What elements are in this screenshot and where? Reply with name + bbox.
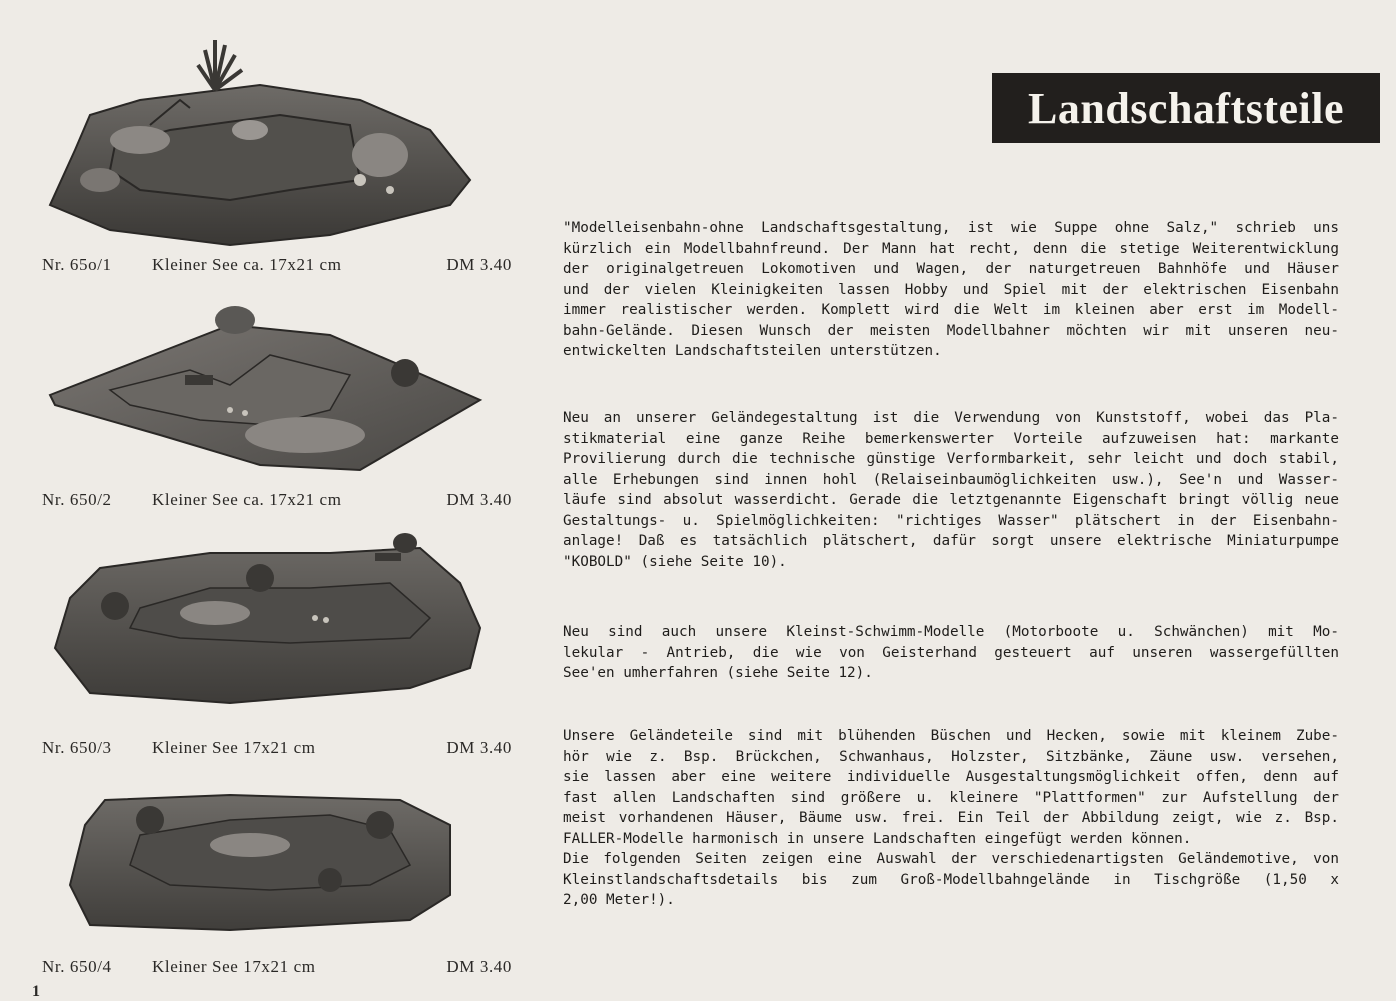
product-price: DM 3.40 xyxy=(446,957,512,976)
text-line: Neu sind auch unsere Kleinst-Schwimm-Modelle (Motorboote u. Schwänchen) mit Mo- xyxy=(563,624,1339,640)
text-line: Kleinstlandschaftsdetails bis zum Groß-Modellbahngelände in Tischgröße (1,50 x xyxy=(563,871,1339,888)
product-price: DM 3.40 xyxy=(446,738,512,757)
text-line: Die folgenden Seiten zeigen eine Auswahl der verschiedenartigsten Geländemotive, von xyxy=(563,851,1339,867)
product-price: DM 3.40 xyxy=(446,255,512,274)
text-line: "KOBOLD" (siehe Seite 10). xyxy=(563,553,787,570)
product-number: Nr. 650/4 xyxy=(42,957,112,976)
text-line: entwickelten Landschaftsteilen unterstützen. xyxy=(563,343,942,359)
product-caption xyxy=(42,957,512,979)
text-line: Provilierung durch die technische günstige Verformbarkeit, sehr leicht und doch stabil, xyxy=(563,451,1339,467)
product-caption xyxy=(42,255,512,277)
section-header-banner xyxy=(992,73,1380,143)
text-line: "Modelleisenbahn-ohne Landschaftsgestaltung, ist wie Suppe ohne Salz," schrieb uns xyxy=(563,220,1339,236)
product-item xyxy=(30,785,510,985)
text-line: alle Erhebungen sind innen hohl (Relaiseinbaumöglichkeiten usw.), See'n und Wasser- xyxy=(563,471,1339,488)
page-number: 1 xyxy=(32,983,40,1000)
page-title: Landschaftsteile xyxy=(1028,83,1344,133)
text-line: der originalgetreuen Lokomotiven und Wagen, der naturgetreuen Bahnhöfe und Häuser xyxy=(563,261,1339,277)
product-number: Nr. 650/3 xyxy=(42,738,112,757)
text-line: hör wie z. Bsp. Brückchen, Schwanhaus, Holzster, Sitzbänke, Zäune usw. versehen, xyxy=(563,748,1339,765)
text-line: meist vorhandenen Häuser, Bäume usw. frei. Ein Teil der Abbildung zeigt, wie z. Bsp. xyxy=(563,810,1339,826)
product-name: Kleiner See 17x21 cm xyxy=(152,738,316,757)
lake-model-illustration xyxy=(30,30,510,250)
product-price: DM 3.40 xyxy=(446,490,512,509)
text-line: immer realistischer werden. Komplett wird die Welt im kleinen aber erst im Modell- xyxy=(563,302,1339,318)
text-line: FALLER-Modelle harmonisch in unsere Landschaften eingefügt werden können. xyxy=(563,830,1192,847)
product-item xyxy=(30,295,510,520)
intro-paragraph xyxy=(563,218,1339,362)
text-line: läufe sind absolut wasserdicht. Gerade die letztgenannte Eigenschaft bringt völlig neue xyxy=(563,492,1339,508)
text-line: sie lassen aber eine weitere individuelle Ausgestaltungsmöglichkeit offen, denn auf xyxy=(563,769,1339,785)
text-line: See'en umherfahren (siehe Seite 12). xyxy=(563,665,873,681)
text-line: fast allen Landschaften sind größere u. kleinere "Plattformen" zur Aufstellung der xyxy=(563,789,1339,806)
text-line: Gestaltungs- u. Spielmöglichkeiten: "richtiges Wasser" plätschert in der Eisenbahn- xyxy=(563,512,1339,529)
materials-paragraph xyxy=(563,408,1339,572)
text-line: kürzlich ein Modellbahnfreund. Der Mann hat recht, denn die stetige Weiterentwicklung xyxy=(563,240,1339,257)
product-name: Kleiner See ca. 17x21 cm xyxy=(152,255,342,274)
lake-model-illustration xyxy=(30,785,510,935)
accessories-paragraph xyxy=(563,726,1339,911)
product-name: Kleiner See ca. 17x21 cm xyxy=(152,490,342,509)
product-item xyxy=(30,30,510,280)
lake-model-illustration xyxy=(30,295,510,480)
product-number: Nr. 65o/1 xyxy=(42,255,112,274)
lake-model-illustration xyxy=(30,528,510,718)
text-line: Neu an unserer Geländegestaltung ist die Verwendung von Kunststoff, wobei das Pla- xyxy=(563,410,1339,426)
product-name: Kleiner See 17x21 cm xyxy=(152,957,316,976)
product-caption xyxy=(42,490,512,512)
text-line: und der vielen Kleinigkeiten lassen Hobby und Spiel mit der elektrischen Eisenbahn xyxy=(563,281,1339,298)
text-line: Unsere Geländeteile sind mit blühenden Büschen und Hecken, sowie mit kleinem Zube- xyxy=(563,728,1339,744)
text-line: bahn-Gelände. Diesen Wunsch der meisten Modellbahner möchten wir mit unseren neu- xyxy=(563,322,1339,339)
text-line: anlage! Daß es tatsächlich plätschert, dafür sorgt unsere elektrische Miniaturpumpe xyxy=(563,533,1339,549)
text-line: 2,00 Meter!). xyxy=(563,892,675,908)
product-caption xyxy=(42,738,512,760)
product-item xyxy=(30,528,510,773)
text-line: lekular - Antrieb, die wie von Geisterhand gesteuert auf unseren wassergefüllten xyxy=(563,644,1339,661)
boats-paragraph xyxy=(563,622,1339,684)
text-line: stikmaterial eine ganze Reihe bemerkenswerter Vorteile aufzuweisen hat: markante xyxy=(563,430,1339,447)
product-number: Nr. 650/2 xyxy=(42,490,112,509)
